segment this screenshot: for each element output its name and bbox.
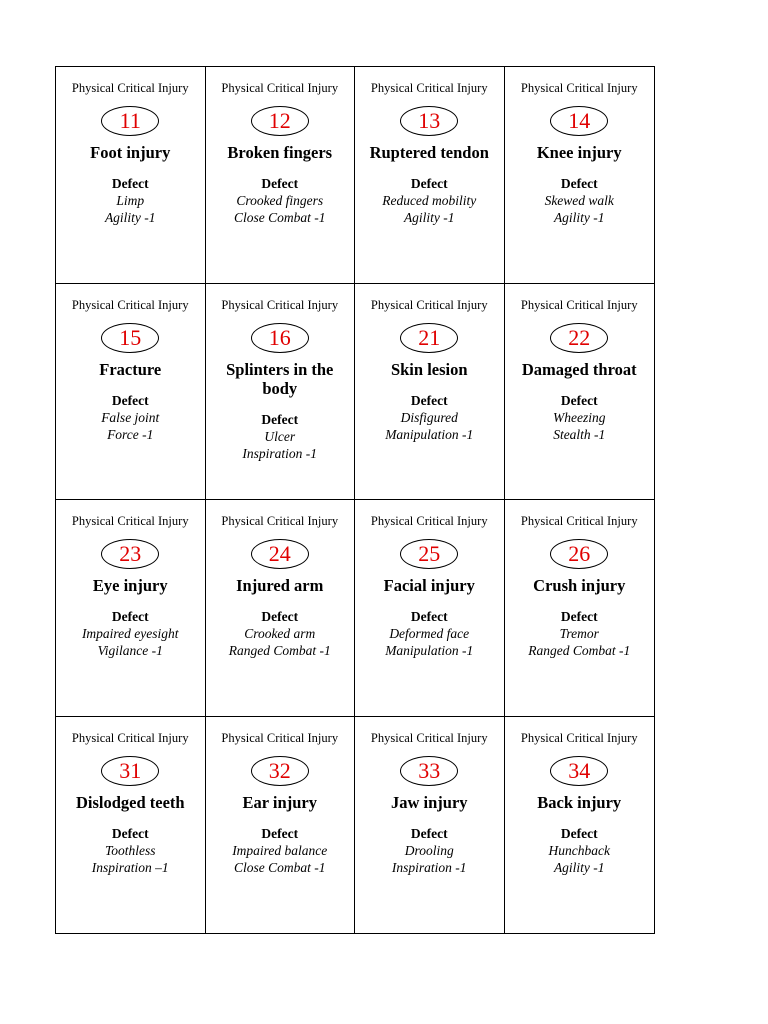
card-header: Physical Critical Injury [370,730,488,745]
defect-label: Defect [111,609,149,624]
defect-name: Tremor [559,626,599,641]
defect-name: False joint [101,409,160,425]
defect-effect: Manipulation -1 [385,426,474,442]
defect-label: Defect [560,609,598,624]
injury-card [355,67,505,284]
defect-effect: Close Combat -1 [233,859,326,875]
defect-name: Toothless [104,842,156,858]
injury-number-badge: 16 [251,323,309,353]
injury-number-badge: 32 [251,756,309,786]
injury-title: Foot injury [90,143,171,162]
injury-card [56,500,206,717]
card-header: Physical Critical Injury [71,730,189,745]
defect-name: Skewed walk [544,193,614,208]
defect-label: Defect [261,825,299,841]
injury-number-badge: 31 [101,756,159,786]
defect-label: Defect [560,825,598,841]
injury-card [355,284,505,501]
injury-number-badge: 13 [400,106,458,136]
defect-effect: Close Combat -1 [233,210,326,225]
injury-number-badge: 14 [550,106,608,136]
injury-title: Ear injury [242,792,317,812]
defect-name: Limp [116,193,145,208]
card-header: Physical Critical Injury [520,297,638,312]
defect-effect: Force -1 [107,426,154,442]
injury-title: Dislodged teeth [75,792,185,812]
defect-name: Drooling [404,842,454,858]
injury-card [505,284,655,501]
defect-name: Crooked arm [244,626,316,641]
injury-card [505,500,655,717]
card-header: Physical Critical Injury [71,514,189,528]
injury-card [56,717,206,934]
card-header: Physical Critical Injury [221,297,339,312]
defect-effect: Vigilance -1 [97,643,163,658]
defect-effect: Agility -1 [553,859,605,875]
defect-effect: Ranged Combat -1 [228,643,331,658]
injury-number-badge: 23 [101,539,159,569]
card-header: Physical Critical Injury [370,297,488,312]
injury-title: Crush injury [533,576,626,595]
defect-label: Defect [111,176,149,191]
injury-card [505,67,655,284]
defect-name: Deformed face [389,626,470,641]
defect-effect: Inspiration -1 [242,445,318,461]
injury-title: Injured arm [236,576,324,595]
injury-number-badge: 24 [251,539,309,569]
defect-label: Defect [410,176,448,191]
card-header: Physical Critical Injury [71,81,189,95]
defect-label: Defect [261,176,299,191]
injury-title: Damaged throat [521,359,637,379]
card-header: Physical Critical Injury [221,514,339,528]
injury-card [206,284,356,501]
injury-card [355,717,505,934]
defect-effect: Inspiration -1 [391,859,467,875]
injury-number-badge: 11 [101,106,159,136]
injury-card [56,284,206,501]
card-header: Physical Critical Injury [520,81,638,95]
defect-label: Defect [111,825,149,841]
defect-label: Defect [560,176,598,191]
defect-name: Crooked fingers [236,193,324,208]
injury-card [355,500,505,717]
injury-title: Jaw injury [390,792,468,812]
defect-name: Impaired eyesight [81,626,179,641]
injury-card [206,717,356,934]
injury-number-badge: 12 [251,106,309,136]
defect-label: Defect [410,825,448,841]
card-sheet [55,66,655,934]
card-header: Physical Critical Injury [520,730,638,745]
injury-card [206,67,356,284]
injury-card [56,67,206,284]
injury-title: Knee injury [536,143,622,162]
defect-effect: Agility -1 [553,210,605,225]
injury-title: Back injury [537,792,622,812]
card-header: Physical Critical Injury [520,514,638,528]
injury-card [505,717,655,934]
injury-title: Skin lesion [390,359,468,379]
injury-number-badge: 25 [400,539,458,569]
injury-title: Fracture [99,359,162,379]
injury-number-badge: 15 [101,323,159,353]
defect-name: Reduced mobility [382,193,477,208]
defect-effect: Agility -1 [104,210,156,225]
card-header: Physical Critical Injury [71,297,189,312]
injury-number-badge: 22 [550,323,608,353]
card-header: Physical Critical Injury [370,514,488,528]
injury-number-badge: 26 [550,539,608,569]
defect-name: Ulcer [264,428,296,444]
defect-label: Defect [261,609,299,624]
defect-effect: Agility -1 [403,210,455,225]
injury-card [206,500,356,717]
injury-number-badge: 34 [550,756,608,786]
defect-label: Defect [261,411,299,427]
card-header: Physical Critical Injury [221,81,339,95]
defect-name: Impaired balance [232,842,328,858]
defect-name: Disfigured [400,409,458,425]
defect-effect: Inspiration –1 [91,859,169,875]
defect-label: Defect [560,392,598,408]
injury-title: Broken fingers [227,143,333,162]
card-header: Physical Critical Injury [370,81,488,95]
injury-number-badge: 21 [400,323,458,353]
defect-label: Defect [410,609,448,624]
defect-effect: Manipulation -1 [385,643,474,658]
defect-effect: Stealth -1 [553,426,606,442]
injury-title: Eye injury [92,576,168,595]
defect-label: Defect [410,392,448,408]
injury-title: Ruptered tendon [369,143,489,162]
defect-label: Defect [111,392,149,408]
card-header: Physical Critical Injury [221,730,339,745]
defect-effect: Ranged Combat -1 [528,643,631,658]
injury-title: Facial injury [383,576,475,595]
injury-number-badge: 33 [400,756,458,786]
defect-name: Wheezing [553,409,606,425]
injury-title: Splinters in the body [226,359,334,398]
defect-name: Hunchback [548,842,610,858]
